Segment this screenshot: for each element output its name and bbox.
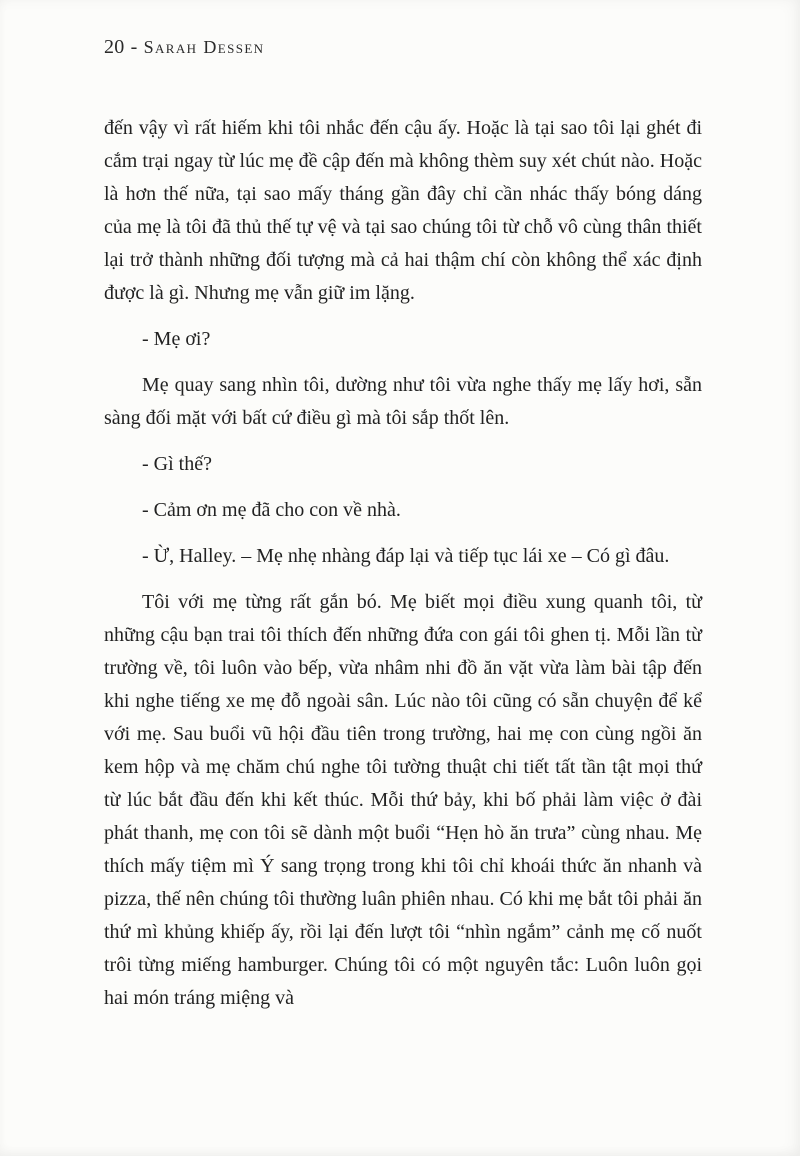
- page-number: 20: [104, 36, 125, 58]
- dialogue-line: - Ừ, Halley. – Mẹ nhẹ nhàng đáp lại và tiếp tục lái xe – Có gì đâu.: [142, 545, 670, 567]
- dialogue-line: - Gì thế?: [142, 453, 212, 475]
- header-separator: -: [130, 36, 138, 58]
- paragraph: Tôi với mẹ từng rất gắn bó. Mẹ biết mọi điều xung quanh tôi, từ những cậu bạn trai tôi thích đến những đứa con gái tôi ghen tị. Mỗi lần từ trường về, tôi luôn vào bếp, vừa nhâm nhi đồ ăn vặt vừa làm bài tập đến khi nghe tiếng xe mẹ đỗ ngoài sân. Lúc nào tôi cũng có sẵn chuyện để kể với mẹ. Sau buổi vũ hội đầu tiên trong trường, hai mẹ con cùng ngồi ăn kem hộp và mẹ chăm chú nghe tôi tường thuật chi tiết tất tần tật mọi thứ từ lúc bắt đầu đến khi kết thúc. Mỗi thứ bảy, khi bố phải làm việc ở đài phát thanh, mẹ con tôi sẽ dành một buổi “Hẹn hò ăn trưa” cùng nhau. Mẹ thích mấy tiệm mì Ý sang trọng trong khi tôi chỉ khoái thức ăn nhanh và pizza, thế nên chúng tôi thường luân phiên nhau. Có khi mẹ bắt tôi phải ăn thứ mì khủng khiếp ấy, rồi lại đến lượt tôi “nhìn ngắm” cảnh mẹ cố nuốt trôi từng miếng hamburger. Chúng tôi có một nguyên tắc: Luôn luôn gọi hai món tráng miệng và: [104, 591, 702, 1009]
- paragraph: Mẹ quay sang nhìn tôi, dường như tôi vừa nghe thấy mẹ lấy hơi, sẵn sàng đối mặt với bất cứ điều gì mà tôi sắp thốt lên.: [104, 374, 702, 429]
- dialogue-line: - Mẹ ơi?: [142, 328, 211, 350]
- paragraph-continuation: đến vậy vì rất hiếm khi tôi nhắc đến cậu ấy. Hoặc là tại sao tôi lại ghét đi cắm trại ngay từ lúc mẹ đề cập đến mà không thèm suy xét chút nào. Hoặc là hơn thế nữa, tại sao mấy tháng gần đây chỉ cần nhác thấy bóng dáng của mẹ là tôi đã thủ thế tự vệ và tại sao chúng tôi từ chỗ vô cùng thân thiết lại trở thành những đối tượng mà cả hai thậm chí còn không thể xác định được là gì. Nhưng mẹ vẫn giữ im lặng.: [104, 117, 702, 304]
- author-name: Sarah Dessen: [143, 37, 265, 57]
- running-header: [104, 36, 264, 59]
- dialogue-line: - Cảm ơn mẹ đã cho con về nhà.: [142, 499, 401, 521]
- page-body: [104, 112, 702, 1028]
